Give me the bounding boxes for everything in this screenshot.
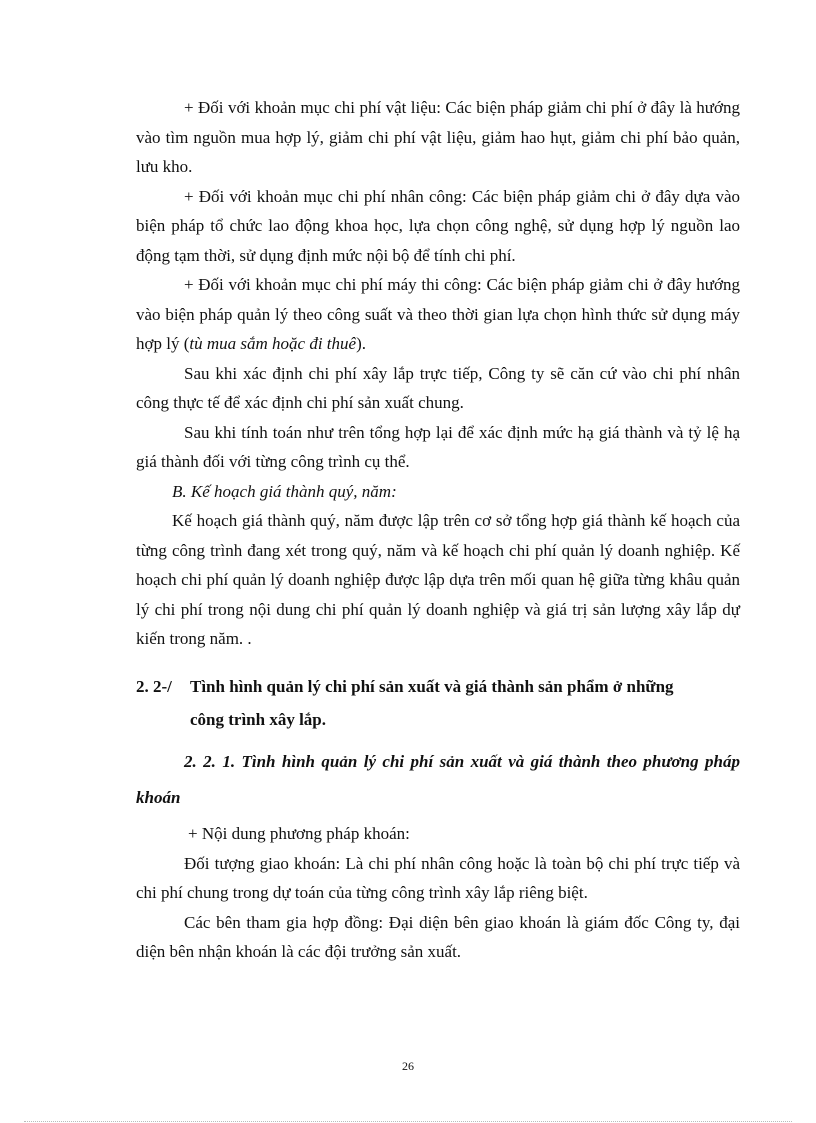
page-edge-divider: [24, 1121, 792, 1122]
labor-cost-paragraph: + Đối với khoản mục chi phí nhân công: Các biện pháp giảm chi ở đây dựa vào biện pháp tổ chức lao động khoa học, lựa chọn công nghệ, sử dụng hợp lý nguồn lao động tạm thời, sử dụng định mức nội bộ để tính chi phí.: [136, 186, 740, 265]
cost-measures-block: [136, 93, 740, 654]
page-number: 26: [402, 1059, 414, 1073]
material-cost-paragraph: + Đối với khoản mục chi phí vật liệu: Các biện pháp giảm chi phí ở đây là hướng vào tìm nguồn mua hợp lý, giảm chi phí vật liệu, giảm hao hụt, giảm chi phí bảo quản, lưu kho.: [136, 98, 740, 176]
section-title-line2: công trình xây lắp.: [190, 710, 327, 729]
cost-reduction-paragraph: Sau khi tính toán như trên tổng hợp lại để xác định mức hạ giá thành và tỷ lệ hạ giá thành đối với từng công trình cụ thể.: [136, 422, 740, 471]
machine-cost-italic: tù mua sắm hoặc đi thuê: [189, 334, 357, 353]
section-title-line1: Tình hình quản lý chi phí sản xuất và giá thành sản phẩm ở những: [190, 677, 674, 696]
machine-cost-text: + Đối với khoản mục chi phí máy thi công: Các biện pháp giảm chi ở đây hướng vào biện pháp quản lý theo công suất và theo thời gian lựa chọn hình thức sử dụng máy hợp lý (: [136, 275, 740, 353]
machine-cost-paragraph: [136, 270, 740, 359]
contract-object-paragraph: Đối tượng giao khoán: Là chi phí nhân công hoặc là toàn bộ chi phí trực tiếp và chi phí chung trong dự toán của từng công trình xây lắp riêng biệt.: [136, 853, 740, 902]
section-number: 2. 2-/: [136, 677, 172, 696]
heading-b: B. Kế hoạch giá thành quý, năm:: [172, 481, 397, 501]
machine-cost-end: ).: [356, 334, 366, 353]
contract-method-block: [136, 819, 740, 967]
contract-content-item: + Nội dung phương pháp khoán:: [188, 824, 410, 843]
general-cost-paragraph: Sau khi xác định chi phí xây lắp trực tiếp, Công ty sẽ căn cứ vào chi phí nhân công thực tế để xác định chi phí sản xuất chung.: [136, 363, 740, 412]
contract-parties-paragraph: Các bên tham gia hợp đồng: Đại diện bên giao khoán là giám đốc Công ty, đại diện bên nhận khoán là các đội trưởng sản xuất.: [136, 912, 740, 961]
subsection-heading: 2. 2. 1. Tình hình quản lý chi phí sản xuất và giá thành theo phương pháp khoán: [136, 752, 740, 807]
quarterly-plan-paragraph: Kế hoạch giá thành quý, năm được lập trên cơ sở tổng hợp giá thành kế hoạch của từng công trình đang xét trong quý, năm và kế hoạch chi phí quản lý doanh nghiệp. Kế hoạch chi phí quản lý doanh nghiệp được lập dựa trên mối quan hệ giữa từng khâu quản lý chi phí trong nội dung chi phí quản lý doanh nghiệp và giá trị sản lượng xây lắp dự kiến trong năm. .: [136, 511, 740, 648]
